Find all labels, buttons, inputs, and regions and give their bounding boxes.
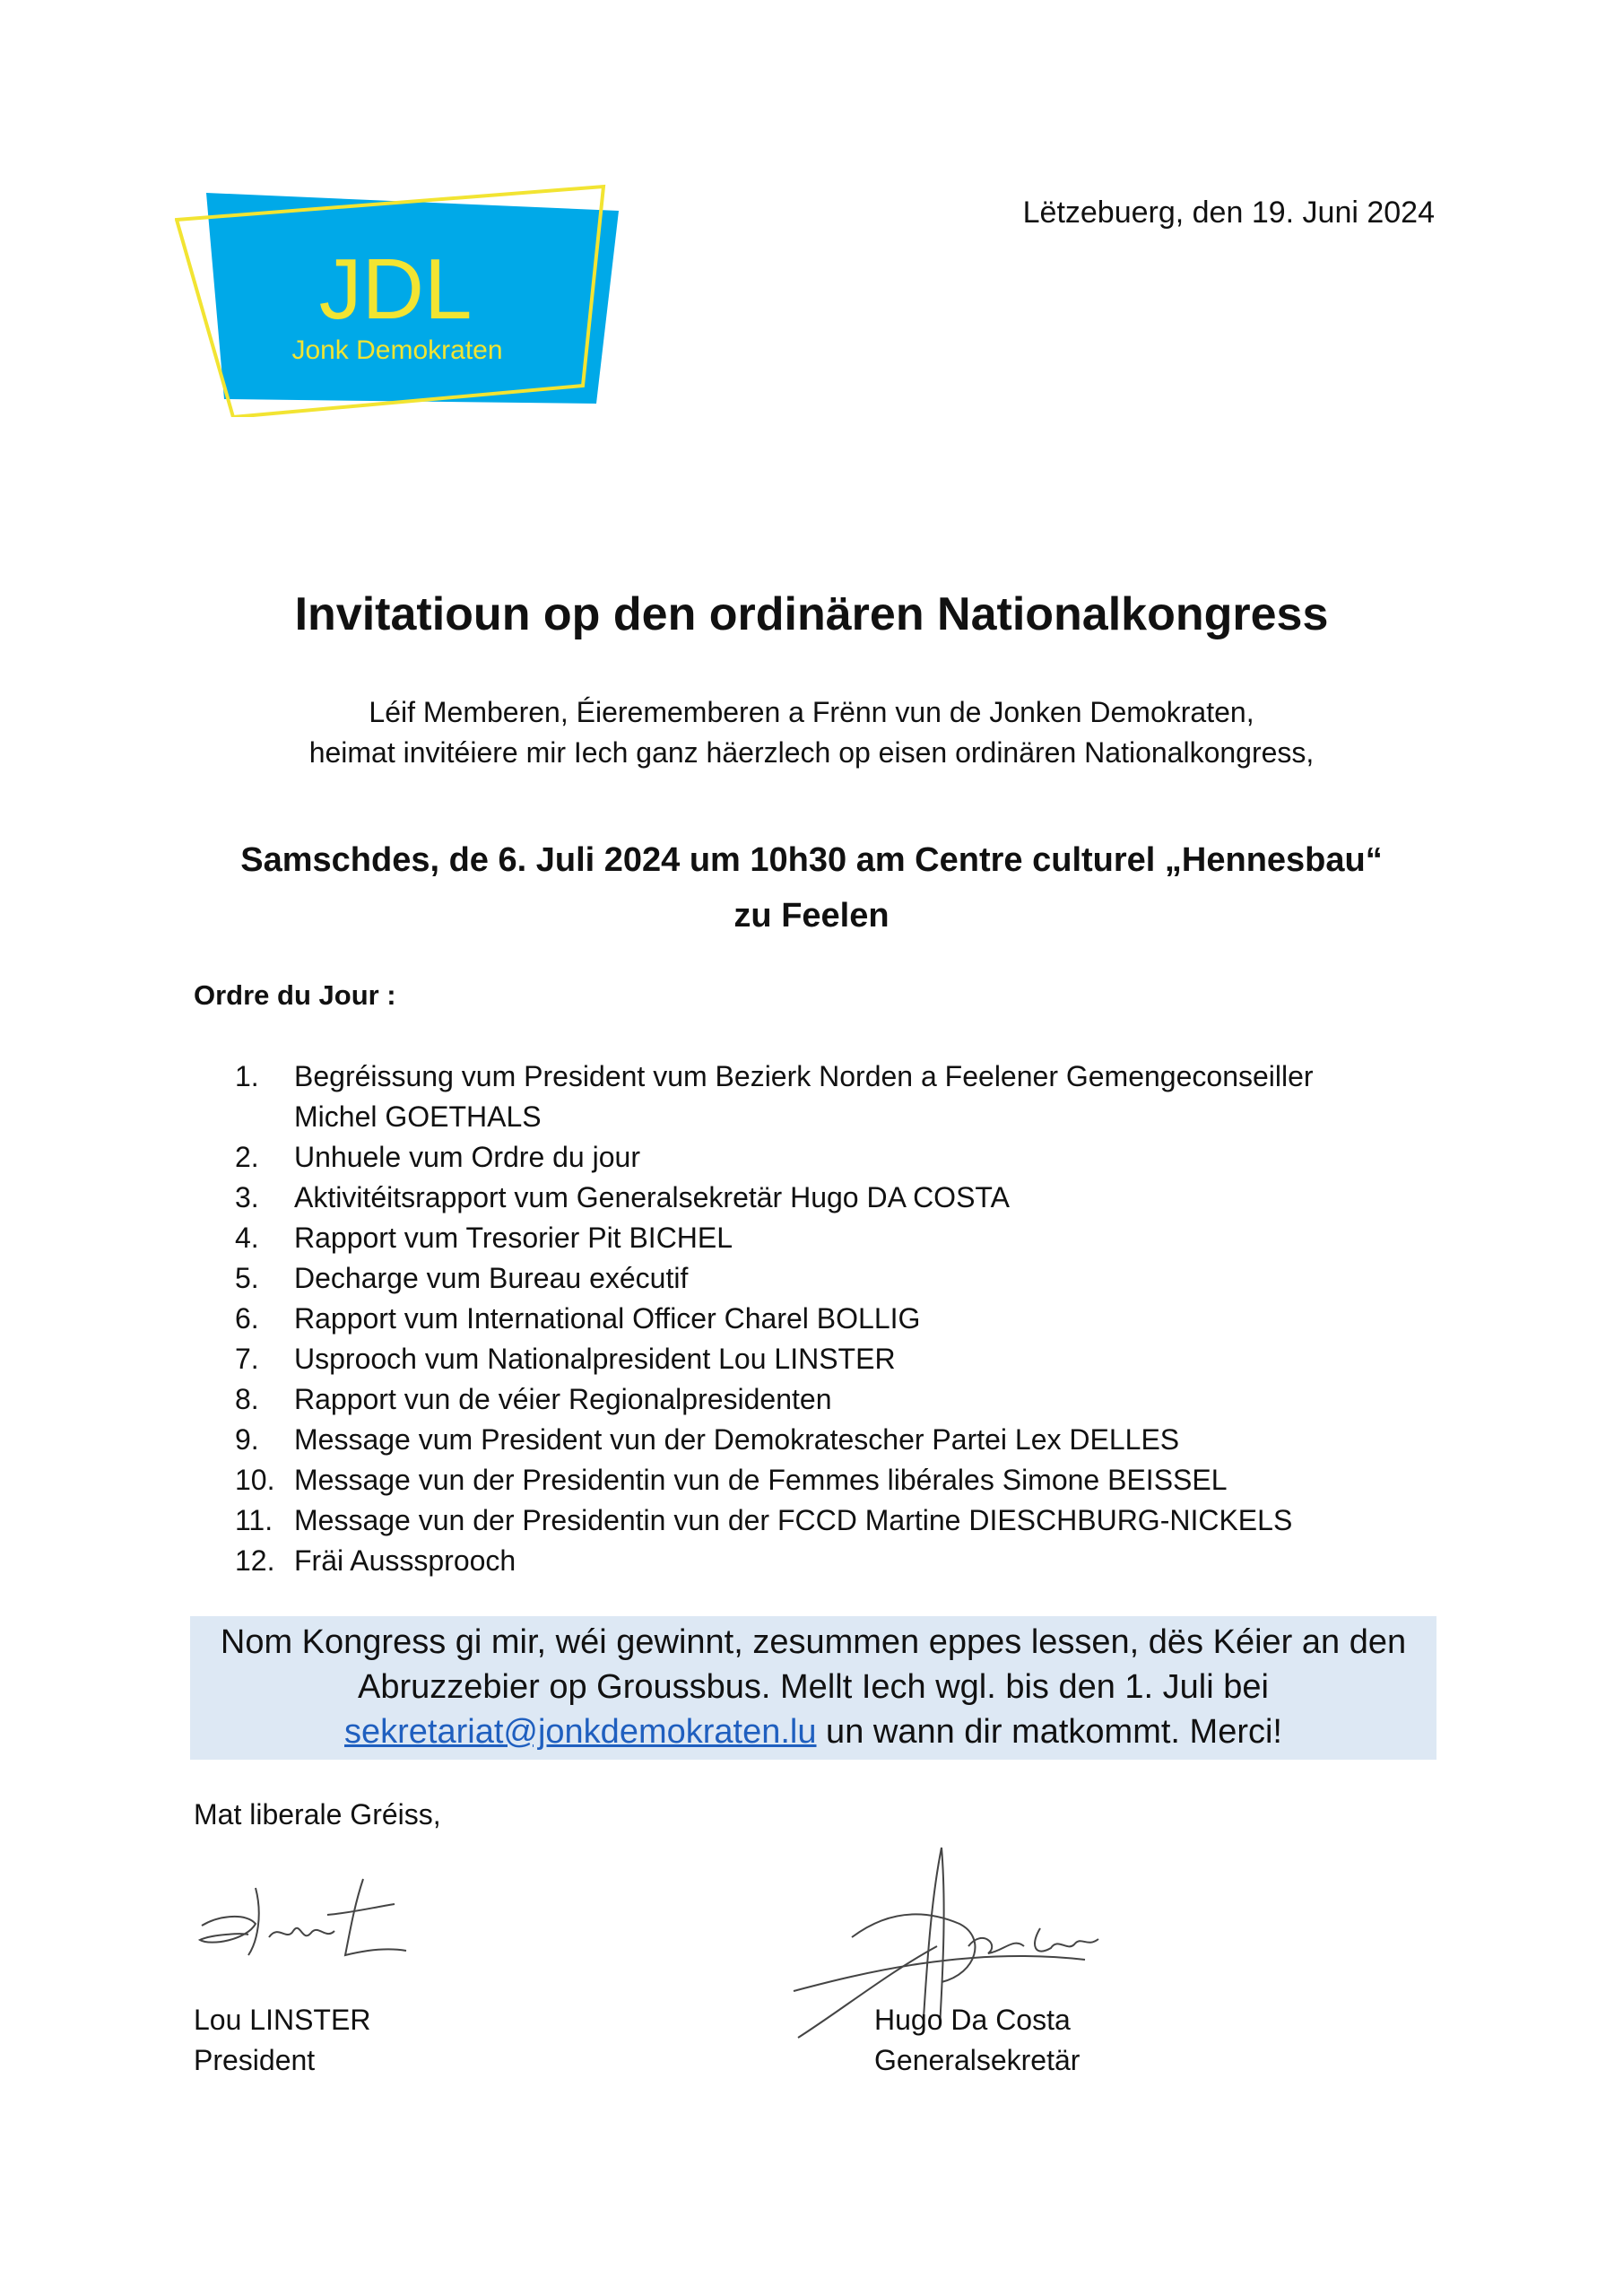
jdl-logo — [175, 184, 623, 417]
agenda-item — [235, 1541, 1401, 1581]
agenda-number: 2. — [235, 1141, 259, 1173]
agenda-number: 10. — [235, 1464, 275, 1496]
agenda-item — [235, 1379, 1401, 1420]
notice-line-end: un wann dir matkommt. Merci! — [816, 1713, 1282, 1751]
agenda-item — [235, 1420, 1401, 1460]
page-title: Invitatioun op den ordinären Nationalkongress — [294, 588, 1329, 640]
agenda-list — [235, 1057, 1401, 1581]
agenda-text: Rapport vum Tresorier Pit BICHEL — [294, 1222, 733, 1254]
agenda-number: 1. — [235, 1060, 259, 1092]
agenda-text: Aktivitéitsrapport vum Generalsekretär Hugo DA COSTA — [294, 1181, 1010, 1213]
agenda-text: Unhuele vum Ordre du jour — [294, 1141, 640, 1173]
agenda-text: Rapport vum International Officer Charel BOLLIG — [294, 1302, 921, 1335]
notice-line: Abruzzebier op Groussbus. Mellt Iech wgl. bis den 1. Juli bei — [358, 1668, 1269, 1706]
agenda-number: 8. — [235, 1383, 259, 1415]
signatory-name: Lou LINSTER — [194, 2004, 371, 2036]
agenda-text: Message vum President vun der Demokratescher Partei Lex DELLES — [294, 1423, 1180, 1456]
letter-date: Lëtzebuerg, den 19. Juni 2024 — [1022, 196, 1435, 230]
event-details: Samschdes, de 6. Juli 2024 um 10h30 am Centre culturel „Hennesbau“ zu Feelen — [240, 841, 1383, 935]
dinner-notice — [190, 1616, 1436, 1760]
agenda-item — [235, 1460, 1401, 1500]
agenda-item — [235, 1137, 1401, 1178]
agenda-number: 7. — [235, 1343, 259, 1375]
agenda-item — [235, 1218, 1401, 1258]
agenda-text: Usprooch vum Nationalpresident Lou LINSTER — [294, 1343, 896, 1375]
agenda-number: 6. — [235, 1302, 259, 1335]
logo-subtitle: Jonk Demokraten — [291, 335, 503, 365]
signature-linster — [193, 1861, 417, 1973]
agenda-text: Decharge vum Bureau exécutif — [294, 1262, 689, 1294]
agenda-number: 5. — [235, 1262, 259, 1294]
agenda-text: Rapport vun de véier Regionalpresidenten — [294, 1383, 832, 1415]
signatory-role: Generalsekretär — [874, 2044, 1081, 2076]
agenda-item — [235, 1057, 1401, 1137]
agenda-item — [235, 1339, 1401, 1379]
closing-greeting: Mat liberale Gréiss, — [194, 1798, 441, 1831]
agenda-text: Fräi Ausssprooch — [294, 1544, 516, 1577]
signatory-secretary — [874, 2000, 1080, 2081]
agenda-number: 12. — [235, 1544, 275, 1577]
agenda-number: 3. — [235, 1181, 259, 1213]
agenda-number: 4. — [235, 1222, 259, 1254]
agenda-item — [235, 1500, 1401, 1541]
signatory-president — [194, 2000, 370, 2081]
agenda-heading: Ordre du Jour : — [194, 979, 396, 1011]
notice-line-email — [190, 1709, 1436, 1754]
agenda-text: Begréissung vum President vum Bezierk Norden a Feelener Gemengeconseiller Michel GOETHALS — [294, 1060, 1314, 1133]
intro-line: Léif Memberen, Éierememberen a Frënn vun de Jonken Demokraten, — [369, 696, 1254, 728]
intro-text — [0, 692, 1623, 773]
agenda-item — [235, 1258, 1401, 1299]
email-link[interactable]: sekretariat@jonkdemokraten.lu — [344, 1713, 817, 1751]
signatory-name: Hugo Da Costa — [874, 2004, 1071, 2036]
agenda-text: Message vun der Presidentin vun de Femmes libérales Simone BEISSEL — [294, 1464, 1228, 1496]
intro-line: heimat invitéiere mir Iech ganz häerzlech op eisen ordinären Nationalkongress, — [308, 736, 1315, 769]
agenda-item — [235, 1178, 1401, 1218]
logo-letters: JDL — [318, 241, 473, 337]
agenda-number: 11. — [235, 1504, 273, 1536]
notice-line: Nom Kongress gi mir, wéi gewinnt, zesummen eppes lessen, dës Kéier an den — [220, 1623, 1407, 1661]
signatory-role: President — [194, 2044, 316, 2076]
agenda-item — [235, 1299, 1401, 1339]
agenda-text: Message vun der Presidentin vun der FCCD Martine DIESCHBURG-NICKELS — [294, 1504, 1293, 1536]
agenda-number: 9. — [235, 1423, 259, 1456]
